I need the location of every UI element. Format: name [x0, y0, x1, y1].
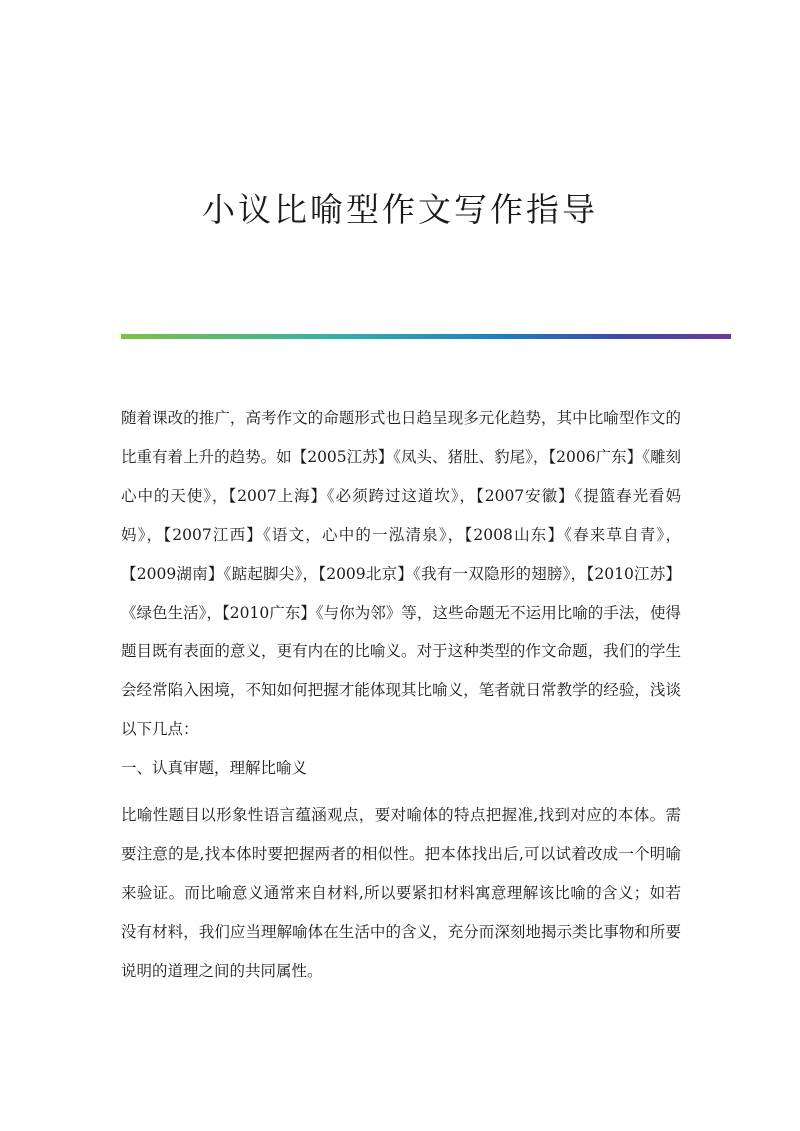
document-title: 小议比喻型作文写作指导	[202, 190, 598, 229]
document-body	[121, 399, 681, 991]
section-paragraph: 比喻性题目以形象性语言蕴涵观点，要对喻体的特点把握准,找到对应的本体。需要注意的是,找本体时要把握两者的相似性。把本体找出后,可以试着改成一个明喻来验证。而比喻意义通常来自材料,所以要紧扣材料寓意理解该比喻的含义；如若没有材料，我们应当理解喻体在生活中的含义，充分而深刻地揭示类比事物和所要说明的道理之间的共同属性。	[121, 806, 681, 980]
intro-paragraph: 随着课改的推广，高考作文的命题形式也日趋呈现多元化趋势，其中比喻型作文的比重有着上升的趋势。如【2005江苏】《凤头、猪肚、豹尾》，【2006广东】《雕刻心中的天使》，【2007上海】《必须跨过这道坎》，【2007安徽】《提篮春光看妈妈》，【2007江西】《语文，心中的一泓清泉》，【2008山东】《春来草自青》，【2009湖南】《踮起脚尖》，【2009北京】《我有一双隐形的翅膀》，【2010江苏】《绿色生活》，【2010广东】《与你为邻》等，这些命题无不运用比喻的手法，使得题目既有表面的意义，更有内在的比喻义。对于这种类型的作文命题，我们的学生会经常陷入困境，不知如何把握才能体现其比喻义，笔者就日常教学的经验，浅谈以下几点：	[121, 409, 681, 739]
title-divider	[121, 334, 731, 339]
section-heading: 一、认真审题，理解比喻义	[121, 759, 308, 778]
